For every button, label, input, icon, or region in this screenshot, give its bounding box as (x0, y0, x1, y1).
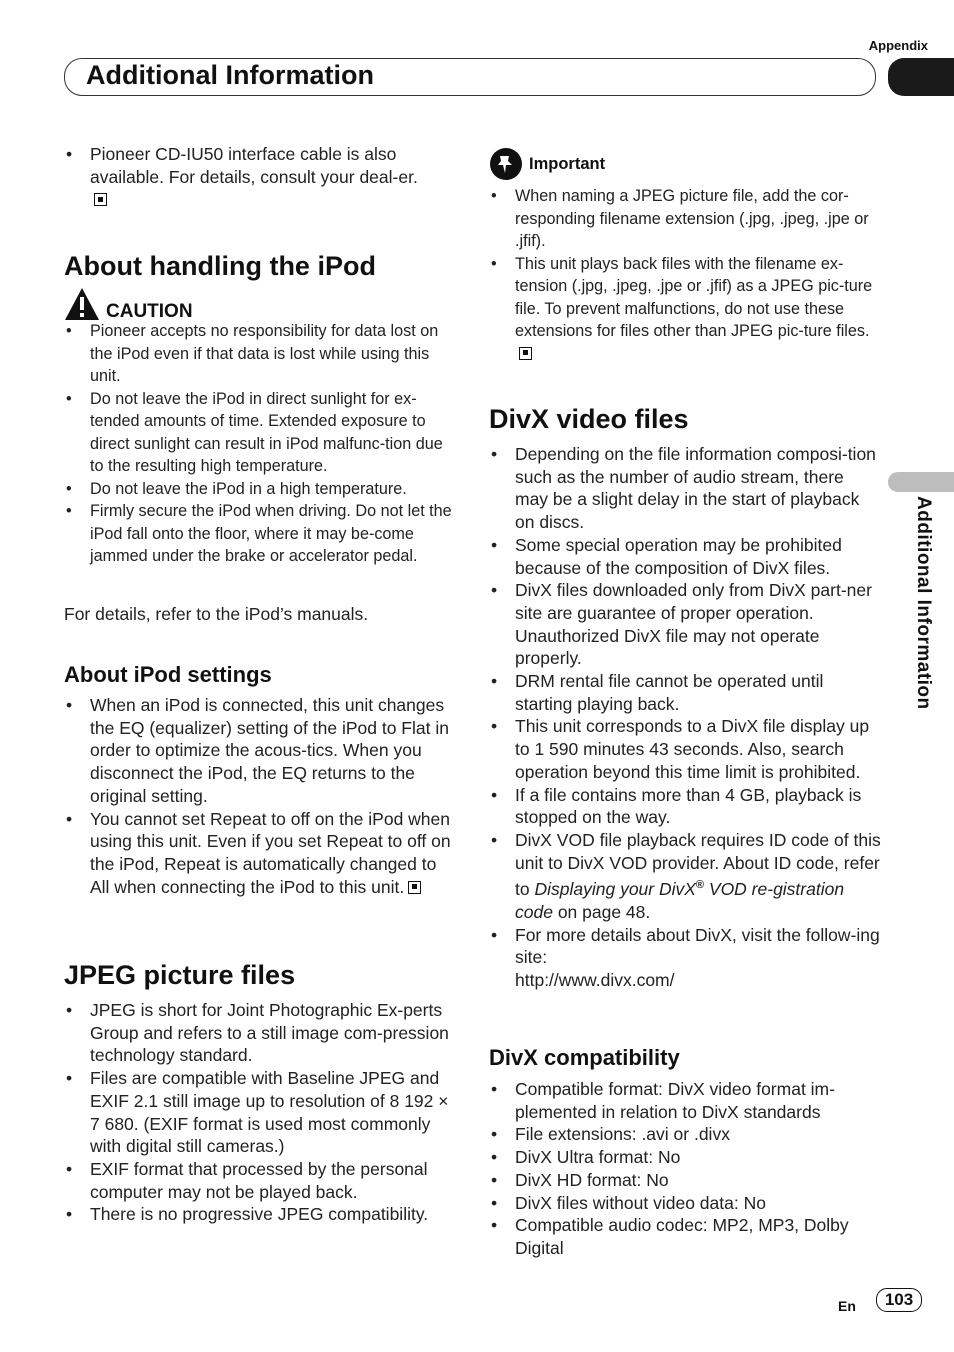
jpeg-heading: JPEG picture files (64, 960, 296, 990)
list-item: • For more details about DivX, visit the follow-ing site: http://www.divx.com/ (489, 924, 881, 992)
list-item: • Pioneer CD-IU50 interface cable is also available. For details, consult your deal-er. (64, 143, 424, 211)
list-item: • File extensions: .avi or .divx (489, 1123, 881, 1146)
list-item: • When an iPod is connected, this unit changes the EQ (equalizer) setting of the iPod to Flat in order to optimize the acous-tics. When you disconnect the iPod, the EQ returns to the original setting. (64, 694, 456, 808)
side-tab-text: Additional Information (913, 496, 934, 710)
caution-label: CAUTION (106, 301, 193, 322)
list-item: • When naming a JPEG picture file, add the cor-responding filename extension (.jpg, .jpeg, .jpe or .jfif). (489, 185, 881, 253)
warning-triangle-icon (64, 287, 100, 321)
list-item: • Compatible format: DivX video format im-plemented in relation to DivX standards (489, 1078, 881, 1123)
list-item: • Do not leave the iPod in a high temperature. (64, 478, 454, 501)
list-item: • Depending on the file information composi-tion such as the number of audio stream, there may be a slight delay in the start of playback on discs. (489, 443, 881, 534)
header-title: Additional Information (86, 60, 374, 90)
list-item: • Pioneer accepts no responsibility for data lost on the iPod even if that data is lost while using this unit. (64, 320, 454, 388)
list-item: • JPEG is short for Joint Photographic Ex-perts Group and refers to a still image com-pression technology standard. (64, 999, 456, 1067)
list-item: • There is no progressive JPEG compatibility. (64, 1203, 456, 1226)
ipod-settings-list (64, 694, 456, 898)
important-label: Important (529, 154, 606, 173)
list-item: • DRM rental file cannot be operated until starting playing back. (489, 670, 881, 715)
end-mark-icon (408, 881, 421, 894)
important-list (489, 185, 881, 365)
list-item: • Firmly secure the iPod when driving. Do not let the iPod fall onto the floor, where it may be-come jammed under the brake or accelerator pedal. (64, 500, 454, 568)
list-item: • If a file contains more than 4 GB, playback is stopped on the way. (489, 784, 881, 829)
side-tab-marker (888, 472, 954, 492)
footer-language: En (838, 1298, 856, 1314)
ipod-heading: About handling the iPod (64, 251, 376, 281)
list-item: • Compatible audio codec: MP2, MP3, Dolby Digital (489, 1214, 881, 1259)
vod-ref-link: Displaying your DivX® VOD re-gistration code (515, 879, 845, 922)
list-item: • DivX HD format: No (489, 1169, 881, 1192)
list-item: • Some special operation may be prohibited because of the composition of DivX files. (489, 534, 881, 579)
list-item: • EXIF format that processed by the personal computer may not be played back. (64, 1158, 456, 1203)
list-item: • Do not leave the iPod in direct sunlight for ex-tended amounts of time. Extended exposure to direct sunlight can result in iPod malfunc-tion due to the resulting high temperature. (64, 388, 454, 478)
end-mark-icon (519, 347, 532, 360)
important-pin-icon (489, 147, 523, 181)
intro-list (64, 143, 424, 211)
list-item: • DivX VOD file playback requires ID code of this unit to DivX VOD provider. About ID code, refer to Displaying your DivX® VOD re-gistration code on page 48. (489, 829, 881, 924)
list-item: • Files are compatible with Baseline JPEG and EXIF 2.1 still image up to resolution of 8 192 × 7 680. (EXIF format is used most commonly with digital still cameras.) (64, 1067, 456, 1158)
list-item: • DivX files downloaded only from DivX part-ner site are guarantee of proper operation. Unauthorized DivX file may not operate properly. (489, 579, 881, 670)
page-number: 103 (876, 1288, 922, 1312)
jpeg-list (64, 999, 456, 1226)
important-header (489, 147, 605, 181)
section-tab-marker (888, 58, 954, 96)
list-item: • DivX Ultra format: No (489, 1146, 881, 1169)
list-item: • This unit corresponds to a DivX file display up to 1 590 minutes 43 seconds. Also, search operation beyond this time limit is prohibited. (489, 715, 881, 783)
list-item: • You cannot set Repeat to off on the iPod when using this unit. Even if you set Repeat to off on the iPod, Repeat is automatically changed to All when connecting the iPod to this unit. (64, 808, 456, 899)
divx-compat-list (489, 1078, 881, 1260)
list-item: • DivX files without video data: No (489, 1192, 881, 1215)
divx-compat-heading: DivX compatibility (489, 1045, 680, 1070)
caution-list (64, 320, 454, 568)
appendix-label: Appendix (868, 38, 928, 53)
divx-list (489, 443, 881, 992)
list-item: • This unit plays back files with the filename ex-tension (.jpg, .jpeg, .jpe or .jfif) as a JPEG pic-ture file. To prevent malfunctions, do not use these extensions for files other than JPEG pic-ture files. (489, 253, 881, 366)
ipod-settings-heading: About iPod settings (64, 662, 272, 687)
divx-heading: DivX video files (489, 404, 689, 434)
ipod-details-text: For details, refer to the iPod’s manuals. (64, 604, 369, 624)
caution-header (64, 281, 193, 321)
divx-url[interactable]: http://www.divx.com/ (515, 970, 675, 990)
end-mark-icon (94, 193, 107, 206)
